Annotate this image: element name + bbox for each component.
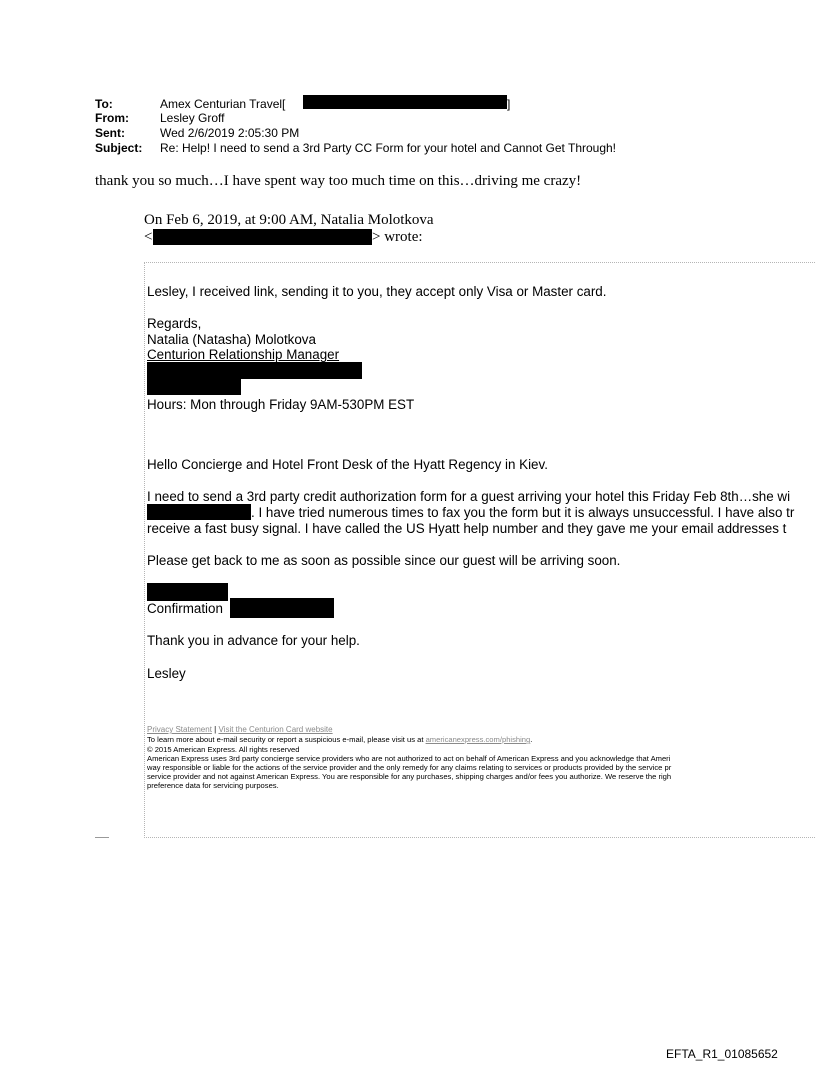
redaction-sender-email bbox=[153, 229, 372, 245]
quoted-please: Please get back to me as soon as possible since our guest will be arriving soon. bbox=[147, 553, 621, 568]
centurion-website-link[interactable]: Visit the Centurion Card website bbox=[218, 725, 333, 734]
footer-period: . bbox=[530, 735, 533, 744]
redaction-guest-name bbox=[147, 504, 251, 520]
quoted-thanks: Thank you in advance for your help. bbox=[147, 633, 360, 648]
sent-label: Sent: bbox=[95, 126, 125, 140]
subject-value: Re: Help! I need to send a 3rd Party CC Form for your hotel and Cannot Get Through! bbox=[160, 141, 617, 155]
footer-link-separator: | bbox=[214, 725, 217, 734]
reply-body: thank you so much…I have spent way too much time on this…driving me crazy! bbox=[95, 173, 582, 189]
quoted-title: Centurion Relationship Manager bbox=[147, 347, 340, 362]
footer-legal-line2: way responsible or liable for the actions of the service provider and the only remedy for any claims relating to services or products provided by the service pr bbox=[147, 763, 672, 772]
redaction-signature-2 bbox=[147, 379, 241, 395]
footer-links-row bbox=[147, 725, 333, 734]
quoted-greeting: Hello Concierge and Hotel Front Desk of the Hyatt Regency in Kiev. bbox=[147, 457, 548, 472]
redaction-signature-1 bbox=[147, 362, 362, 379]
footer-legal-line4: preference data for servicing purposes. bbox=[147, 781, 279, 790]
footer-legal-line3: service provider and not against American Express. You are responsible for any purchases, shipping charges and/or fees you authorize. We reserve the righ bbox=[147, 772, 672, 781]
quoted-para-line2: . I have tried numerous times to fax you the form but it is always unsuccessful. I have also tr bbox=[251, 505, 795, 520]
quote-intro-open-angle: < bbox=[144, 229, 153, 245]
footer-legal-line1: American Express uses 3rd party concierge service providers who are not authorized to act on behalf of American Express and you acknowledge that Ameri bbox=[147, 754, 671, 763]
quoted-regards: Regards, bbox=[147, 316, 202, 331]
quoted-sign: Lesley bbox=[147, 666, 186, 681]
footer-security-text: To learn more about e-mail security or report a suspicious e-mail, please visit us at bbox=[147, 735, 424, 744]
to-value: Amex Centurian Travel[ bbox=[160, 97, 286, 111]
footer-copyright: © 2015 American Express. All rights reserved bbox=[147, 745, 300, 754]
quoted-name: Natalia (Natasha) Molotkova bbox=[147, 332, 316, 347]
phishing-link[interactable]: americanexpress.com/phishing bbox=[425, 735, 531, 744]
privacy-statement-link[interactable]: Privacy Statement bbox=[147, 725, 212, 734]
separator-mark bbox=[95, 837, 109, 838]
document-id: EFTA_R1_01085652 bbox=[666, 1047, 778, 1061]
quoted-confirmation-label: Confirmation bbox=[147, 601, 223, 616]
footer-security-line bbox=[147, 735, 532, 744]
from-label: From: bbox=[95, 111, 129, 125]
subject-label: Subject: bbox=[95, 141, 143, 155]
quoted-para-line3: receive a fast busy signal. I have called the US Hyatt help number and they gave me your email addresses t bbox=[147, 521, 787, 536]
quote-intro-line1: On Feb 6, 2019, at 9:00 AM, Natalia Molotkova bbox=[144, 212, 434, 228]
quote-intro-wrote: > wrote: bbox=[372, 229, 423, 245]
to-bracket-close: ] bbox=[507, 97, 511, 111]
quoted-p1: Lesley, I received link, sending it to you, they accept only Visa or Master card. bbox=[147, 284, 607, 299]
redaction-confirmation-number bbox=[230, 598, 334, 618]
sent-value: Wed 2/6/2019 2:05:30 PM bbox=[160, 126, 300, 140]
from-value: Lesley Groff bbox=[160, 111, 225, 125]
redaction-to-email bbox=[303, 95, 507, 109]
quoted-para-line1: I need to send a 3rd party credit authorization form for a guest arriving your hotel this Friday Feb 8th…she wi bbox=[147, 489, 791, 504]
to-label: To: bbox=[95, 97, 113, 111]
redaction-guest-line bbox=[147, 583, 228, 601]
quoted-hours: Hours: Mon through Friday 9AM-530PM EST bbox=[147, 397, 415, 412]
